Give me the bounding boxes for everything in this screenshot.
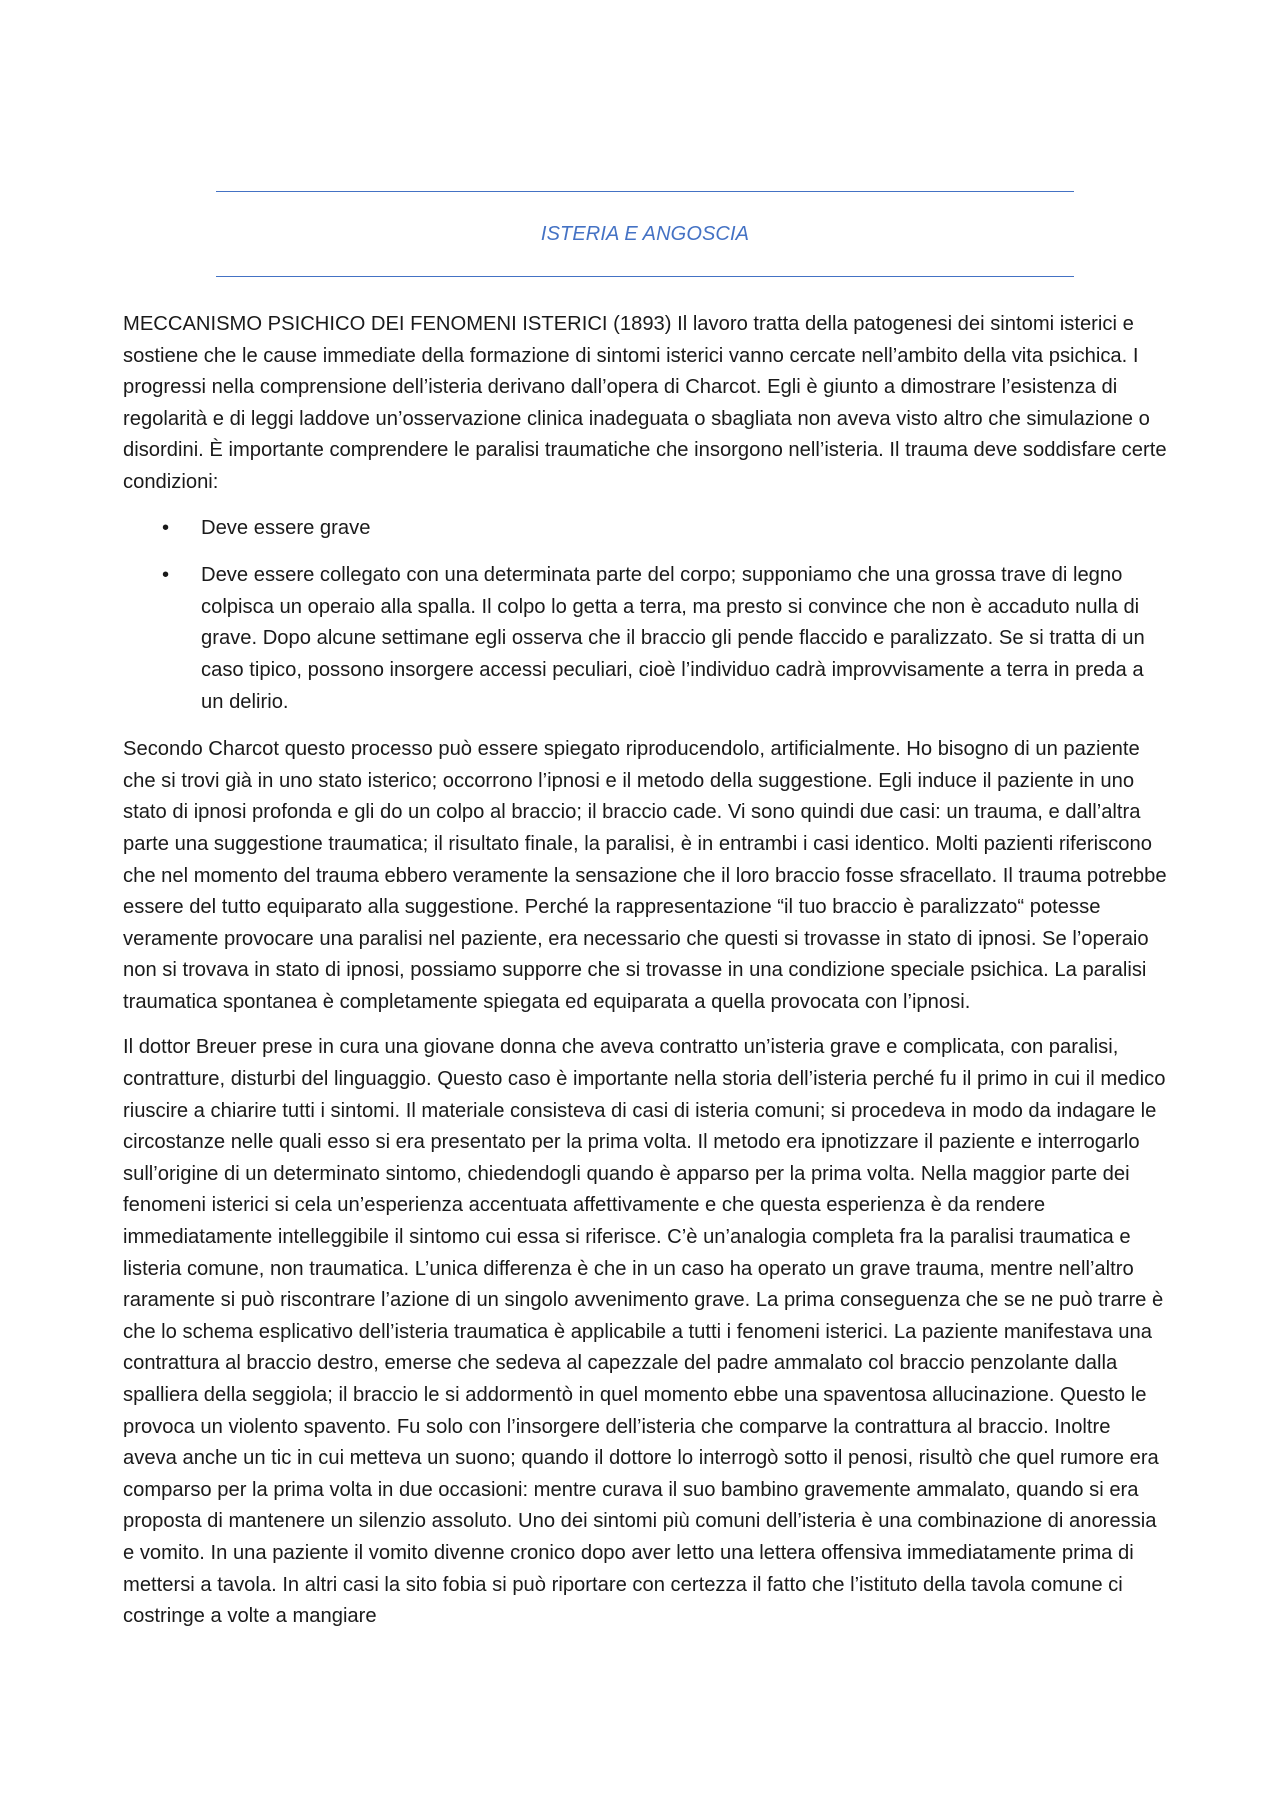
body-paragraph-3: Il dottor Breuer prese in cura una giovane donna che aveva contratto un’isteria grave e complicata, con paralisi, contratture, disturbi del linguaggio. Questo caso è importante nella storia dell’isteria perché fu il primo in cui il medico riuscire a chiarire tutti i sintomi. Il materiale consisteva di casi di isteria comuni; si procedeva in modo da indagare le circostanze nelle quali esso si era presentato per la prima volta. Il metodo era ipnotizzare il paziente e interrogarlo sull’origine di un determinato sintomo, chiedendogli quando è apparso per la prima volta. Nella maggior parte dei fenomeni isterici si cela un’esperienza accentuata affettivamente e che questa esperienza è da rendere immediatamente intelleggibile il sintomo cui essa si riferisce. C’è un’analogia completa fra la paralisi traumatica e listeria comune, non traumatica. L’unica differenza è che in un caso ha operato un grave trauma, mentre nell’altro raramente si può riscontrare l’azione di un singolo avvenimento grave. La prima conseguenza che se ne può trarre è che lo schema esplicativo dell’isteria traumatica è applicabile a tutti i fenomeni isterici. La paziente manifestava una contrattura al braccio destro, emerse che sedeva al capezzale del padre ammalato col braccio penzolante dalla spalliera della seggiola; il braccio le si addormentò in quel momento ebbe una spaventosa allucinazione. Questo le provoca un violento spavento. Fu solo con l’insorgere dell’isteria che comparve la contrattura al braccio. Inoltre aveva anche un tic in cui metteva un suono; quando il dottore lo interrogò sotto il penosi, risultò che quel rumore era comparso per la prima volta in due occasioni: mentre curava il suo bambino gravemente ammalato, quando si era proposta di mantenere un silenzio assoluto. Uno dei sintomi più comuni dell’isteria è una combinazione di anoressia e vomito. In una paziente il vomito divenne cronico dopo aver letto una lettera offensiva immediatamente prima di mettersi a tavola. In altri casi la sito fobia si può riportare con certezza il fatto che l’istituto della tavola comune ci costringe a volte a mangiare [123, 1036, 1166, 1628]
title-block [216, 191, 1074, 277]
bullet-text: Deve essere collegato con una determinata parte del corpo; supponiamo che una grossa trave di legno colpisca un operaio alla spalla. Il colpo lo getta a terra, ma presto si convince che non è accaduto nulla di grave. Dopo alcune settimane egli osserva che il braccio gli pende flaccido e paralizzato. Se si tratta di un caso tipico, possono insorgere accessi peculiari, cioè l’individuo cadrà improvvisamente a terra in preda a un delirio. [201, 564, 1145, 713]
body-paragraph-2: Secondo Charcot questo processo può essere spiegato riproducendolo, artificialmente. Ho bisogno di un paziente che si trovi già in uno stato isterico; occorrono l’ipnosi e il metodo della suggestione. Egli induce il paziente in uno stato di ipnosi profonda e gli do un colpo al braccio; il braccio cade. Vi sono quindi due casi: un trauma, e dall’altra parte una suggestione traumatica; il risultato finale, la paralisi, è in entrambi i casi identico. Molti pazienti riferiscono che nel momento del trauma ebbero veramente la sensazione che il loro braccio fosse sfracellato. Il trauma potrebbe essere del tutto equiparato alla suggestione. Perché la rappresentazione “il tuo braccio è paralizzato“ potesse veramente provocare una paralisi nel paziente, era necessario che questi si trovasse in stato di ipnosi. Se l’operaio non si trovava in stato di ipnosi, possiamo supporre che si trovasse in una condizione speciale psichica. La paralisi traumatica spontanea è completamente spiegata ed equiparata a quella provocata con l’ipnosi. [123, 738, 1167, 1013]
title-top-rule [216, 191, 1074, 192]
bullet-list [123, 513, 1169, 719]
body-paragraph-1: MECCANISMO PSICHICO DEI FENOMENI ISTERICI (1893) Il lavoro tratta della patogenesi dei sintomi isterici e sostiene che le cause immediate della formazione di sintomi isterici vanno cercate nell’ambito della vita psichica. I progressi nella comprensione dell’isteria derivano dall’opera di Charcot. Egli è giunto a dimostrare l’esistenza di regolarità e di leggi laddove un’osservazione clinica inadeguata o sbagliata non aveva visto altro che simulazione o disordini. È importante comprendere le paralisi traumatiche che insorgono nell’isteria. Il trauma deve soddisfare certe condizioni: [123, 313, 1167, 493]
bullet-marker: • [162, 564, 170, 587]
bullet-item-2 [123, 560, 1169, 718]
bullet-marker: • [162, 516, 170, 539]
document-body [123, 309, 1169, 1647]
bullet-item-1 [123, 513, 1169, 545]
title-bottom-rule [216, 276, 1074, 277]
bullet-text: Deve essere grave [201, 516, 371, 539]
document-title: ISTERIA E ANGOSCIA [540, 223, 750, 245]
